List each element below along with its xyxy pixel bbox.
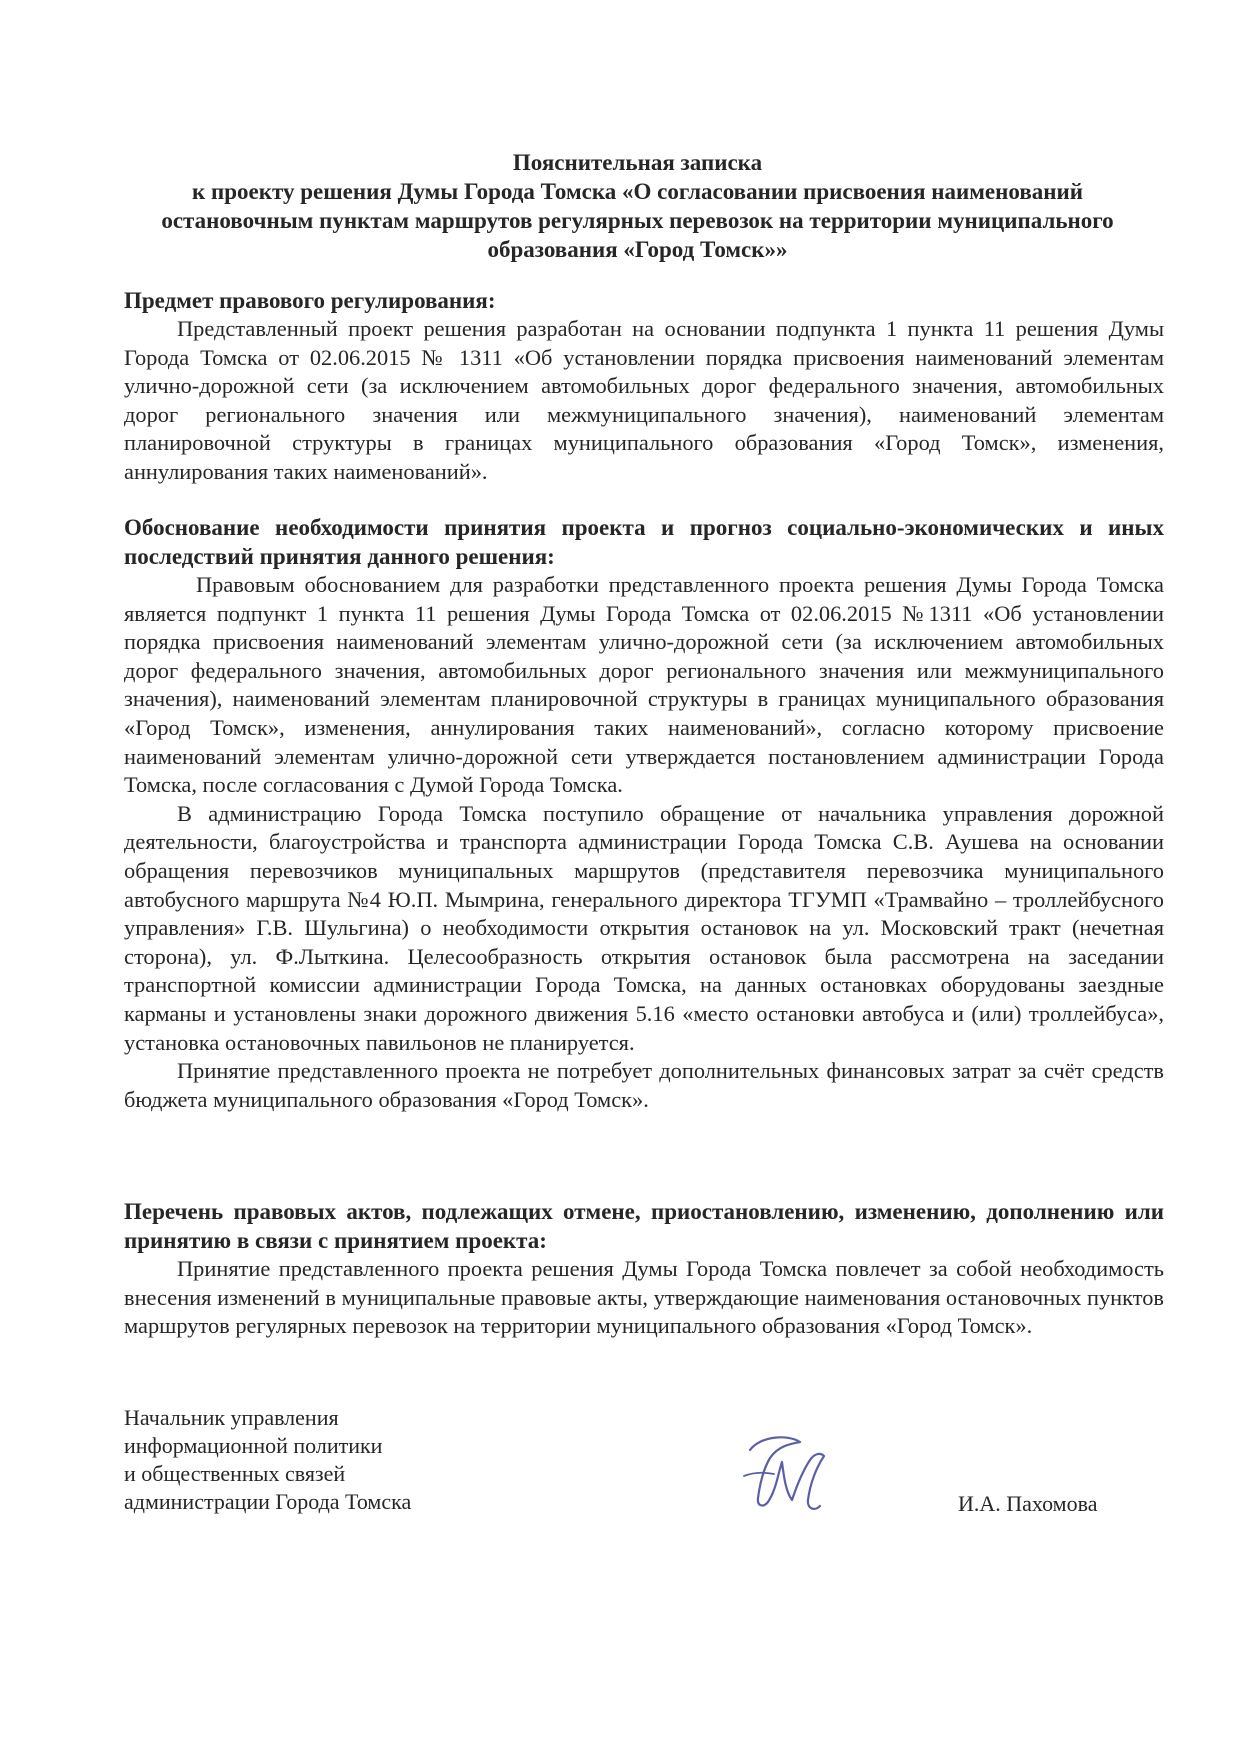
title-line: к проекту решения Думы Города Томска «О согласовании присвоения наименований (192, 179, 1083, 204)
signer-position-line: Начальник управления (124, 1405, 339, 1430)
section-paragraph: Представленный проект решения разработан на основании подпункта 1 пункта 11 решения Думы Города Томска от 02.06.2015 № 1311 «Об установлении порядка присвоения наименований элементам улично-дорожной сети (за исключением автомобильных дорог федерального значения, автомобильных дорог регионального значения или межмуниципального значения), наименований элементам планировочной структуры в границах муниципального образования «Город Томск», изменения, аннулирования таких наименований». (124, 316, 1164, 484)
document-title (110, 148, 1165, 264)
section-justification (124, 513, 1164, 1114)
signer-position-line: администрации Города Томска (124, 1489, 412, 1514)
section-legal-regulation-subject (124, 286, 1164, 487)
handwritten-signature (730, 1428, 840, 1518)
section-heading: Перечень правовых актов, подлежащих отмене, приостановлению, изменению, дополнению или принятию в связи с принятием проекта: (124, 1199, 1164, 1253)
title-line: остановочным пунктам маршрутов регулярных перевозок на территории муниципального (161, 208, 1114, 233)
title-line: Пояснительная записка (512, 150, 763, 175)
section-heading: Предмет правового регулирования: (124, 288, 496, 313)
title-line: образования «Город Томск»» (487, 237, 788, 262)
signer-position-line: и общественных связей (124, 1461, 346, 1486)
signer-name: И.А. Пахомова (958, 1491, 1098, 1516)
section-heading: Обоснование необходимости принятия проекта и прогноз социально-экономических и иных последствий принятия данного решения: (124, 515, 1164, 569)
signer-position-line: информационной политики (124, 1433, 383, 1458)
section-legal-acts-list (124, 1197, 1164, 1341)
section-paragraph: Принятие представленного проекта не потребует дополнительных финансовых затрат за счёт средств бюджета муниципального образования «Город Томск». (124, 1058, 1164, 1112)
section-paragraph: В администрацию Города Томска поступило обращение от начальника управления дорожной деятельности, благоустройства и транспорта администрации Города Томска С.В. Аушева на основании обращения перевозчиков муниципальных маршрутов (представителя перевозчика муниципального автобусного маршрута №4 Ю.П. Мымрина, генерального директора ТГУМП «Трамвайно – троллейбусного управления» Г.В. Шульгина) о необходимости открытия остановок на ул. Московский тракт (нечетная сторона), ул. Ф.Лыткина. Целесообразность открытия остановок была рассмотрена на заседании транспортной комиссии администрации Города Томска, на данных остановках оборудованы заездные карманы и установлены знаки дорожного движения 5.16 «место остановки автобуса и (или) троллейбуса», установка остановочных павильонов не планируется. (124, 800, 1164, 1055)
section-paragraph: Правовым обоснованием для разработки представленного проекта решения Думы Города Томска является подпункт 1 пункта 11 решения Думы Города Томска от 02.06.2015 №1311 «Об установлении порядка присвоения наименований элементам улично-дорожной сети (за исключением автомобильных дорог федерального значения, автомобильных дорог регионального значения или межмуниципального значения), наименований элементам планировочной структуры в границах муниципального образования «Город Томск», изменения, аннулирования таких наименований», согласно которому присвоение наименований элементам улично-дорожной сети утверждается постановлением администрации Города Томска, после согласования с Думой Города Томска. (124, 572, 1164, 798)
signer-position (124, 1404, 411, 1516)
section-paragraph: Принятие представленного проекта решения Думы Города Томска повлечет за собой необходимость внесения изменений в муниципальные правовые акты, утверждающие наименования остановочных пунктов маршрутов регулярных перевозок на территории муниципального образования «Город Томск». (124, 1256, 1164, 1339)
